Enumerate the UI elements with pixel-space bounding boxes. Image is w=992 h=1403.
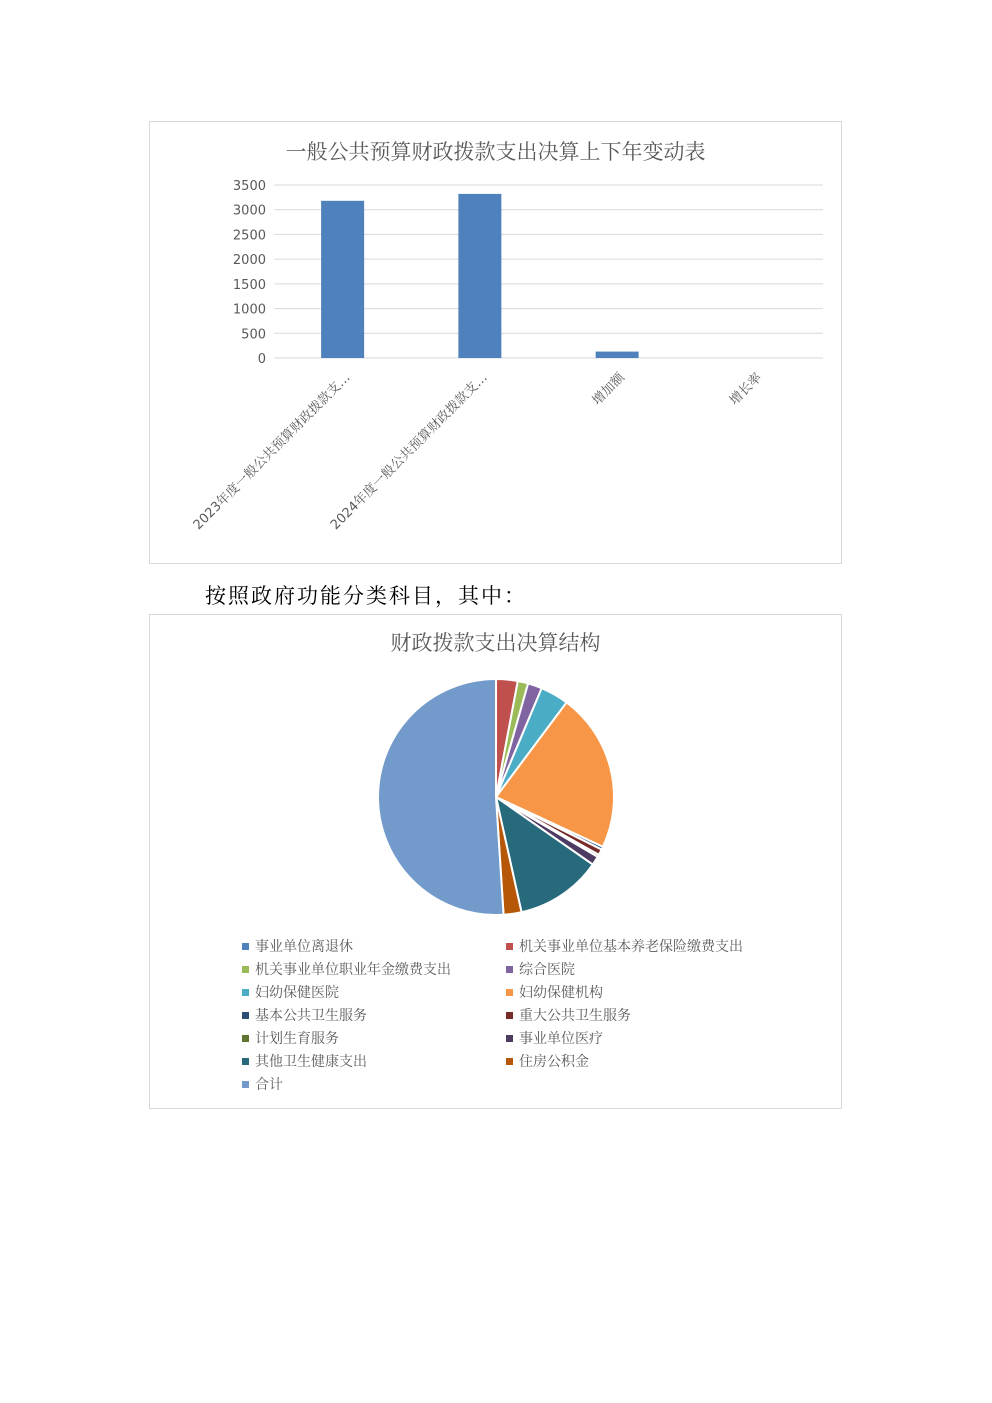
legend-item bbox=[506, 982, 603, 1002]
legend-swatch bbox=[506, 1058, 513, 1065]
pie-slice bbox=[378, 679, 504, 915]
legend-item bbox=[506, 959, 575, 979]
legend-swatch bbox=[242, 1081, 249, 1088]
legend-item bbox=[242, 1074, 283, 1094]
legend-label: 其他卫生健康支出 bbox=[255, 1054, 367, 1070]
legend-label: 机关事业单位职业年金缴费支出 bbox=[255, 962, 451, 978]
y-tick-label: 2500 bbox=[232, 228, 266, 244]
legend-item bbox=[242, 1005, 367, 1025]
legend-label: 机关事业单位基本养老保险缴费支出 bbox=[519, 939, 743, 955]
section-caption: 按照政府功能分类科目，其中： bbox=[205, 584, 527, 608]
y-tick-label: 3000 bbox=[232, 203, 266, 219]
bar bbox=[596, 352, 639, 358]
pie-chart-title: 财政拨款支出决算结构 bbox=[390, 631, 601, 655]
bar bbox=[321, 201, 364, 358]
legend-label: 重大公共卫生服务 bbox=[519, 1008, 631, 1024]
legend-label: 综合医院 bbox=[519, 962, 575, 978]
legend-label: 计划生育服务 bbox=[255, 1031, 339, 1047]
y-tick-label: 500 bbox=[241, 327, 266, 343]
bar bbox=[458, 194, 501, 358]
y-tick-label: 2000 bbox=[232, 253, 266, 269]
legend-label: 事业单位医疗 bbox=[519, 1031, 603, 1047]
legend-swatch bbox=[242, 1035, 249, 1042]
legend-swatch bbox=[242, 989, 249, 996]
legend-item bbox=[242, 1051, 367, 1071]
legend-item bbox=[242, 936, 353, 956]
bar-chart-plot bbox=[150, 122, 841, 563]
legend-label: 住房公积金 bbox=[519, 1054, 589, 1070]
legend-item bbox=[506, 936, 743, 956]
legend-label: 基本公共卫生服务 bbox=[255, 1008, 367, 1024]
y-tick-label: 1500 bbox=[232, 277, 266, 293]
legend-label: 妇幼保健机构 bbox=[519, 985, 603, 1001]
legend-swatch bbox=[242, 966, 249, 973]
legend-label: 事业单位离退休 bbox=[255, 939, 353, 955]
legend-swatch bbox=[506, 1012, 513, 1019]
pie-chart-panel bbox=[149, 614, 842, 1109]
pie-chart-plot bbox=[150, 615, 841, 935]
legend-swatch bbox=[242, 943, 249, 950]
x-tick-label: 2023年度一般公共预算财政拨款支… bbox=[190, 370, 354, 533]
legend-item bbox=[506, 1051, 589, 1071]
legend-swatch bbox=[506, 943, 513, 950]
bar-chart-title: 一般公共预算财政拨款支出决算上下年变动表 bbox=[285, 140, 706, 164]
x-tick-label: 增长率 bbox=[727, 370, 766, 409]
legend-swatch bbox=[506, 966, 513, 973]
x-tick-label: 增加额 bbox=[589, 370, 628, 409]
legend-item bbox=[242, 982, 339, 1002]
legend-swatch bbox=[506, 1035, 513, 1042]
y-tick-label: 1000 bbox=[232, 302, 266, 318]
legend-item bbox=[242, 959, 451, 979]
legend-item bbox=[242, 1028, 339, 1048]
y-tick-label: 0 bbox=[257, 352, 266, 367]
bar-chart-panel bbox=[149, 121, 842, 564]
legend-swatch bbox=[506, 989, 513, 996]
legend-label: 妇幼保健医院 bbox=[255, 985, 339, 1001]
legend-item bbox=[506, 1028, 603, 1048]
legend-swatch bbox=[242, 1012, 249, 1019]
legend-label: 合计 bbox=[255, 1077, 283, 1093]
x-tick-label: 2024年度一般公共预算财政拨款支… bbox=[328, 370, 491, 533]
y-tick-label: 3500 bbox=[232, 179, 266, 194]
legend-swatch bbox=[242, 1058, 249, 1065]
legend-item bbox=[506, 1005, 631, 1025]
